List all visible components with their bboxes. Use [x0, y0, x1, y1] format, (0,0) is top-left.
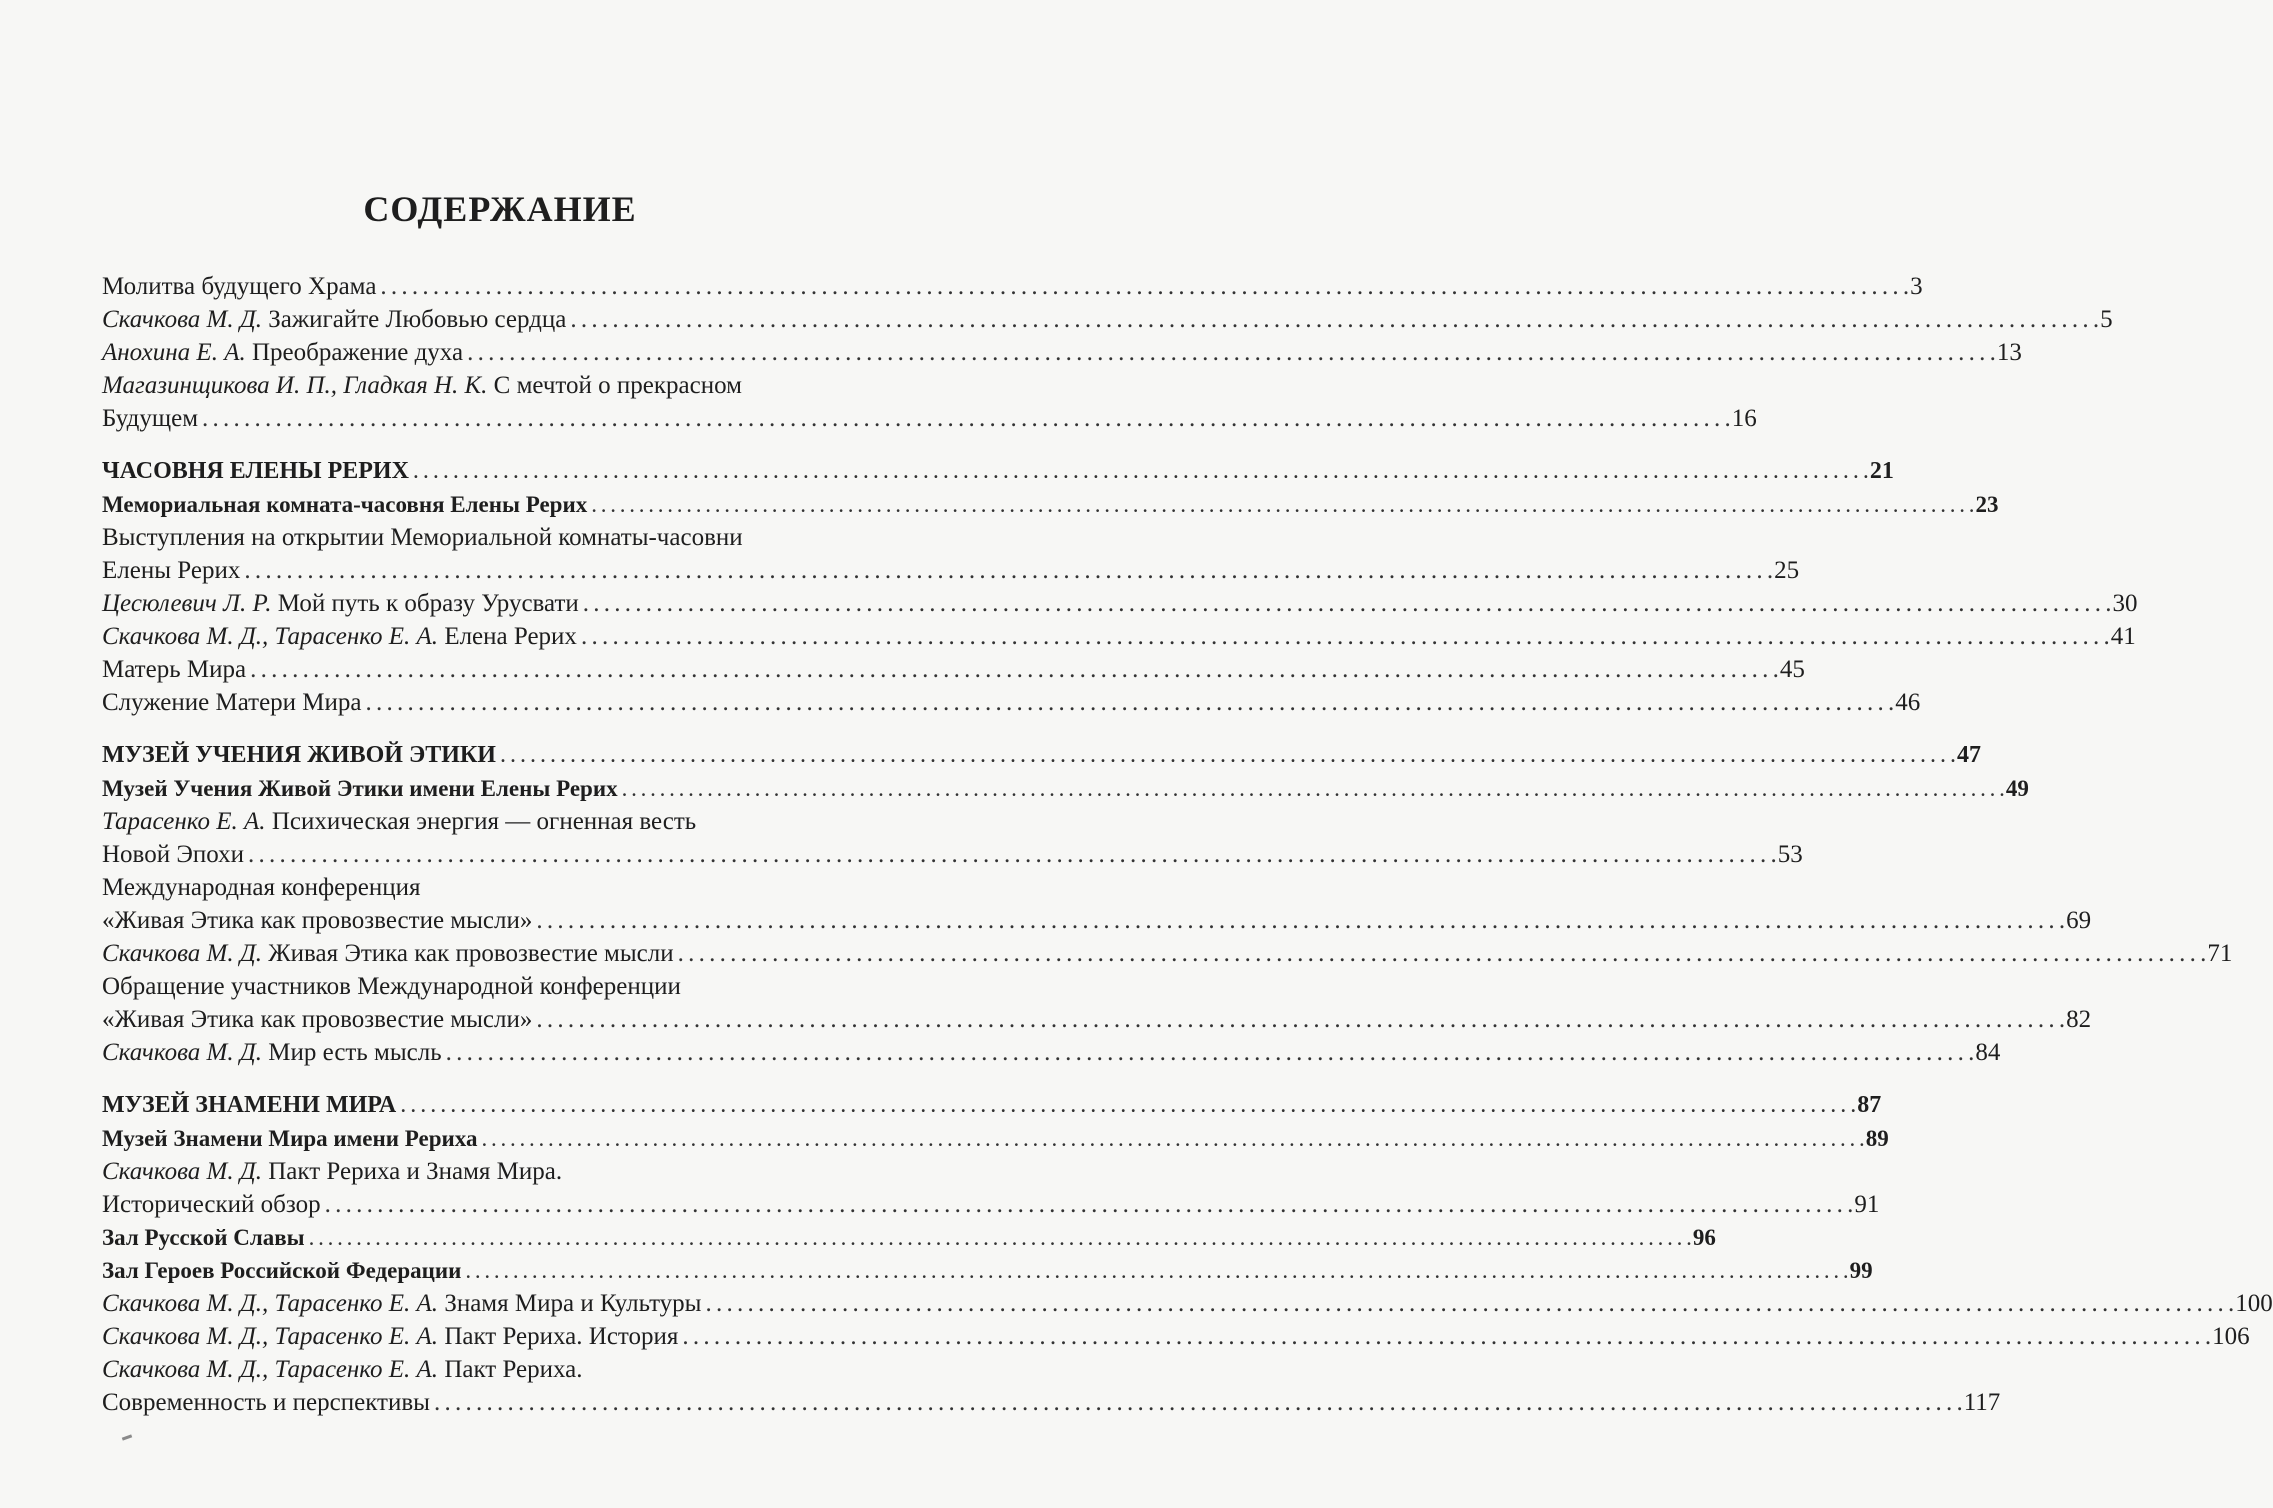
dot-leader [463, 1254, 1849, 1287]
toc-entry [102, 1254, 1873, 1287]
dot-leader [703, 1287, 2235, 1320]
entry-text [102, 369, 742, 402]
entry-title: Современность и перспективы [102, 1389, 430, 1416]
entry-title: Елена Рерих [444, 623, 577, 650]
page-number: 71 [2207, 940, 2233, 967]
entry-title: Преображение духа [251, 339, 464, 366]
dot-leader [200, 402, 1732, 435]
entry-text [102, 402, 198, 435]
page-number: 82 [2066, 1006, 2092, 1033]
page-number: 25 [1774, 557, 1800, 584]
entry-title: МУЗЕЙ УЧЕНИЯ ЖИВОЙ ЭТИКИ [102, 742, 496, 768]
entry-title: Зал Русской Славы [102, 1225, 305, 1250]
dot-leader [398, 1089, 1857, 1122]
entry-text [102, 554, 240, 587]
dot-leader [579, 620, 2111, 653]
dot-leader [680, 1320, 2212, 1353]
table-of-contents [102, 270, 2273, 1439]
toc-entry [102, 1221, 1716, 1254]
entry-text [102, 1386, 430, 1419]
toc-entry [102, 937, 2233, 970]
dot-leader [620, 772, 2006, 805]
dot-leader [432, 1386, 1964, 1419]
toc-section [102, 455, 2138, 719]
entry-title: Знамя Мира и Культуры [444, 1290, 702, 1317]
dot-leader [411, 455, 1870, 488]
toc-section [102, 739, 2233, 1069]
toc-section-heading [102, 739, 1981, 772]
entry-text [102, 1122, 477, 1155]
toc-section [102, 270, 2113, 435]
toc-entry [102, 1320, 2250, 1353]
entry-author: Магазинщикова И. П., Гладкая Н. К. [102, 372, 488, 399]
entry-text [102, 805, 696, 838]
page-number: 23 [1975, 492, 1999, 517]
page-number: 84 [1975, 1039, 2001, 1066]
page-number: 13 [1996, 339, 2022, 366]
entry-title: Пакт Рериха и Знамя Мира. [268, 1158, 563, 1185]
page-title: СОДЕРЖАНИЕ [363, 189, 637, 229]
entry-title: Исторический обзор [102, 1191, 321, 1218]
toc-entry [102, 1353, 2001, 1419]
entry-text [102, 1188, 321, 1221]
dot-leader [534, 1003, 2066, 1036]
entry-text [102, 904, 532, 937]
page-number: 91 [1854, 1191, 1880, 1218]
entry-text [102, 970, 681, 1003]
entry-title: Музей Знамени Мира имени Рериха [102, 1126, 478, 1151]
entry-text [102, 1353, 583, 1386]
entry-text [102, 620, 577, 653]
entry-author: Скачкова М. Д., Тарасенко Е. А. [102, 1290, 439, 1317]
entry-text [102, 686, 362, 719]
entry-title: С мечтой о прекрасном [493, 372, 742, 399]
entry-title: Мой путь к образу Урусвати [277, 590, 579, 617]
entry-text [102, 772, 618, 805]
entry-author: Скачкова М. Д. [102, 940, 262, 967]
page-number: 41 [2110, 623, 2136, 650]
dot-leader [498, 739, 1957, 772]
page-number: 69 [2066, 907, 2092, 934]
page-number: 30 [2112, 590, 2138, 617]
dot-leader [479, 1122, 1865, 1155]
entry-text [102, 488, 587, 521]
page-number: 21 [1869, 458, 1894, 484]
entry-text [102, 587, 579, 620]
page-number: 53 [1777, 841, 1803, 868]
toc-entry [102, 488, 1999, 521]
toc-section-heading [102, 1089, 1882, 1122]
entry-title: МУЗЕЙ ЗНАМЕНИ МИРА [102, 1092, 397, 1118]
toc-entry [102, 270, 1923, 303]
entry-text [102, 521, 743, 554]
entry-text [102, 455, 409, 488]
dot-leader [589, 488, 1975, 521]
entry-text [102, 303, 566, 336]
dot-leader [246, 838, 1778, 871]
dot-leader [676, 937, 2208, 970]
entry-title: Международная конференция [102, 874, 421, 901]
entry-text [102, 1320, 678, 1353]
dot-leader [323, 1188, 1855, 1221]
page-number: 99 [1849, 1258, 1873, 1283]
entry-title: Пакт Рериха. История [444, 1323, 679, 1350]
toc-entry [102, 871, 2092, 937]
entry-text [102, 1003, 532, 1036]
dot-leader [378, 270, 1910, 303]
page-number: 106 [2212, 1323, 2250, 1350]
entry-author: Скачкова М. Д., Тарасенко Е. А. [102, 1356, 439, 1383]
entry-title: Новой Эпохи [102, 841, 244, 868]
entry-text [102, 1089, 396, 1122]
page-number: 87 [1857, 1092, 1882, 1118]
toc-entry [102, 653, 1805, 686]
entry-author: Скачкова М. Д. [102, 1039, 262, 1066]
entry-text [102, 270, 376, 303]
entry-title: Матерь Мира [102, 656, 247, 683]
page-number: 5 [2100, 306, 2113, 333]
entry-title: Молитва будущего Храма [102, 273, 377, 300]
entry-title: Обращение участников Международной конференции [102, 973, 681, 1000]
entry-author: Скачкова М. Д., Тарасенко Е. А. [102, 623, 439, 650]
toc-entry [102, 521, 1800, 587]
dot-leader [248, 653, 1780, 686]
page-number: 100 [2235, 1290, 2273, 1317]
entry-text [102, 1287, 701, 1320]
dot-leader [534, 904, 2066, 937]
toc-entry [102, 772, 2029, 805]
entry-title: Мир есть мысль [268, 1039, 442, 1066]
entry-title: Музей Учения Живой Этики имени Елены Рерих [102, 776, 618, 801]
entry-author: Тарасенко Е. А. [102, 808, 266, 835]
entry-text [102, 1254, 461, 1287]
entry-title: «Живая Этика как провозвестие мысли» [102, 907, 533, 934]
entry-text [102, 653, 246, 686]
dot-leader [581, 587, 2113, 620]
page-number: 46 [1895, 689, 1921, 716]
dot-leader [444, 1036, 1976, 1069]
toc-entry [102, 805, 1803, 871]
entry-text [102, 871, 420, 904]
toc-entry [102, 369, 1757, 435]
page-number: 47 [1956, 742, 1981, 768]
toc-entry [102, 686, 1921, 719]
dot-leader [568, 303, 2100, 336]
entry-text [102, 739, 496, 772]
page-number: 45 [1779, 656, 1805, 683]
dot-leader [465, 336, 1997, 369]
entry-text [102, 937, 674, 970]
toc-section [102, 1089, 2273, 1419]
toc-entry [102, 1287, 2273, 1320]
entry-title: Пакт Рериха. [444, 1356, 583, 1383]
entry-title: Живая Этика как провозвестие мысли [268, 940, 674, 967]
entry-text [102, 1155, 562, 1188]
entry-text [102, 1221, 305, 1254]
entry-title: ЧАСОВНЯ ЕЛЕНЫ РЕРИХ [102, 458, 409, 484]
entry-title: Зал Героев Российской Федерации [102, 1258, 462, 1283]
page-number: 16 [1731, 405, 1757, 432]
toc-entry [102, 620, 2136, 653]
dot-leader [307, 1221, 1693, 1254]
toc-entry [102, 1122, 1889, 1155]
entry-author: Цесюлевич Л. Р. [102, 590, 272, 617]
toc-entry [102, 1155, 1880, 1221]
toc-entry [102, 336, 2022, 369]
entry-author: Скачкова М. Д. [102, 306, 262, 333]
entry-author: Анохина Е. А. [102, 339, 246, 366]
entry-text [102, 838, 244, 871]
toc-entry [102, 303, 2113, 336]
entry-title: Психическая энергия — огненная весть [271, 808, 697, 835]
entry-author: Скачкова М. Д. [102, 1158, 262, 1185]
toc-entry [102, 587, 2138, 620]
entry-title: Зажигайте Любовью сердца [268, 306, 567, 333]
page-number: 49 [2005, 776, 2029, 801]
entry-author: Скачкова М. Д., Тарасенко Е. А. [102, 1323, 439, 1350]
dot-leader [364, 686, 1896, 719]
entry-title: «Живая Этика как провозвестие мысли» [102, 1006, 533, 1033]
entry-title: Будущем [102, 405, 199, 432]
page-number: 117 [1963, 1389, 2001, 1416]
entry-title: Выступления на открытии Мемориальной комнаты-часовни [102, 524, 743, 551]
entry-text [102, 1036, 442, 1069]
entry-text [102, 336, 463, 369]
page-number: 96 [1692, 1225, 1716, 1250]
page-number: 89 [1865, 1126, 1889, 1151]
page-number: 3 [1910, 273, 1923, 300]
toc-entry [102, 970, 2092, 1036]
entry-title: Мемориальная комната-часовня Елены Рерих [102, 492, 588, 517]
dot-leader [242, 554, 1774, 587]
toc-section-heading [102, 455, 1894, 488]
toc-entry [102, 1036, 2001, 1069]
entry-title: Служение Матери Мира [102, 689, 362, 716]
entry-title: Елены Рерих [102, 557, 241, 584]
